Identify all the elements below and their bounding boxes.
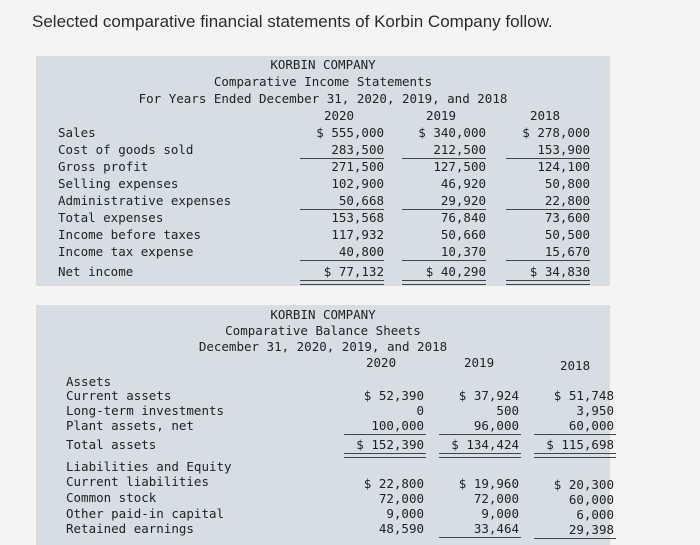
income-cell: $ 278,000 — [522, 125, 590, 140]
income-row-label: Income tax expense — [58, 244, 194, 259]
income-cell: 212,500 — [433, 142, 486, 157]
double-underline — [506, 280, 590, 285]
income-row-label: Total expenses — [58, 210, 164, 225]
balance-row-label: Current assets — [66, 388, 172, 403]
underline — [402, 260, 486, 261]
underline — [439, 537, 521, 538]
income-row-label: Sales — [58, 125, 96, 140]
income-cell: 15,670 — [544, 244, 590, 259]
income-cell: 271,500 — [331, 159, 384, 174]
balance-sheet-period: December 31, 2020, 2019, and 2018 — [198, 339, 448, 354]
underline — [506, 260, 590, 261]
balance-cell: 96,000 — [473, 418, 519, 433]
balance-cell: $ 52,390 — [363, 388, 424, 403]
balance-sheet-panel — [36, 305, 614, 545]
balance-cell: 500 — [496, 403, 519, 418]
income-cell: 10,370 — [440, 244, 486, 259]
double-underline — [344, 453, 426, 458]
balance-year-2018: 2018 — [560, 358, 591, 373]
double-underline — [439, 453, 521, 458]
balance-cell: 60,000 — [568, 418, 614, 433]
income-statement-period: For Years Ended December 31, 2020, 2019, and 2018 — [138, 91, 508, 106]
income-row-label: Net income — [58, 264, 134, 279]
double-underline — [534, 453, 616, 458]
double-underline — [402, 280, 486, 285]
balance-cell: 33,464 — [473, 521, 519, 536]
balance-cell: 29,398 — [568, 522, 614, 537]
balance-cell: $ 37,924 — [458, 388, 519, 403]
underline — [534, 538, 616, 539]
balance-cell: $ 19,960 — [458, 476, 519, 491]
balance-cell: $ 134,424 — [451, 437, 519, 452]
income-cell: 46,920 — [440, 176, 486, 191]
balance-cell: 48,590 — [378, 521, 424, 536]
income-cell: 73,600 — [544, 210, 590, 225]
income-cell: 153,900 — [537, 142, 590, 157]
income-cell: 283,500 — [331, 142, 384, 157]
balance-cell: 72,000 — [473, 491, 519, 506]
income-year-2019: 2019 — [425, 108, 457, 123]
balance-cell: 100,000 — [371, 418, 424, 433]
income-cell: 50,800 — [544, 176, 590, 191]
income-cell: 127,500 — [433, 159, 486, 174]
income-year-2018: 2018 — [529, 108, 561, 123]
assets-heading: Assets — [66, 374, 112, 389]
income-cell: $ 340,000 — [418, 125, 486, 140]
balance-cell: 9,000 — [481, 506, 519, 521]
balance-company-name: KORBIN COMPANY — [270, 307, 376, 322]
balance-cell: $ 51,748 — [553, 388, 614, 403]
balance-row-label: Current liabilities — [66, 474, 209, 489]
balance-cell: 0 — [416, 403, 424, 418]
income-row-label: Gross profit — [58, 159, 149, 174]
income-cell: 40,800 — [338, 244, 384, 259]
underline — [534, 434, 616, 435]
balance-row-label: Long-term investments — [66, 403, 225, 418]
income-cell: 29,920 — [440, 193, 486, 208]
underline — [344, 434, 426, 435]
balance-cell: 72,000 — [378, 491, 424, 506]
balance-cell: $ 22,800 — [363, 476, 424, 491]
income-row-label: Selling expenses — [58, 176, 179, 191]
balance-year-2019: 2019 — [464, 355, 495, 370]
double-underline — [300, 280, 384, 285]
balance-sheet-name: Comparative Balance Sheets — [225, 323, 421, 338]
balance-cell: 6,000 — [576, 507, 614, 522]
balance-year-2020: 2020 — [366, 355, 397, 370]
balance-row-label: Common stock — [66, 490, 157, 505]
income-cell: 50,668 — [338, 193, 384, 208]
income-company-name: KORBIN COMPANY — [270, 57, 376, 72]
balance-cell: $ 20,300 — [553, 477, 614, 492]
income-statement-name: Comparative Income Statements — [213, 74, 433, 89]
balance-row-label: Other paid-in capital — [66, 506, 225, 521]
underline — [300, 260, 384, 261]
underline — [439, 434, 521, 435]
income-statement-panel — [36, 56, 610, 286]
income-cell: $ 34,830 — [529, 264, 590, 279]
income-cell: 102,900 — [331, 176, 384, 191]
balance-row-label: Retained earnings — [66, 521, 194, 536]
income-row-label: Income before taxes — [58, 227, 201, 242]
income-cell: 117,932 — [331, 227, 384, 242]
income-row-label: Administrative expenses — [58, 193, 232, 208]
balance-cell: 9,000 — [386, 506, 424, 521]
income-year-2020: 2020 — [323, 108, 355, 123]
income-cell: 22,800 — [544, 193, 590, 208]
balance-row-label: Total assets — [66, 437, 157, 452]
income-cell: 124,100 — [537, 159, 590, 174]
income-cell: 76,840 — [440, 210, 486, 225]
balance-cell: 3,950 — [576, 403, 614, 418]
income-cell: $ 77,132 — [323, 264, 384, 279]
income-cell: $ 40,290 — [425, 264, 486, 279]
income-cell: $ 555,000 — [316, 125, 384, 140]
balance-cell: $ 115,698 — [546, 437, 614, 452]
income-cell: 50,660 — [440, 227, 486, 242]
liabilities-heading: Liabilities and Equity — [66, 459, 232, 474]
balance-cell: $ 152,390 — [356, 437, 424, 452]
balance-row-label: Plant assets, net — [66, 418, 194, 433]
balance-cell: 60,000 — [568, 492, 614, 507]
income-cell: 153,568 — [331, 210, 384, 225]
page-title: Selected comparative financial statements of Korbin Company follow. — [32, 12, 553, 31]
income-cell: 50,500 — [544, 227, 590, 242]
income-row-label: Cost of goods sold — [58, 142, 194, 157]
